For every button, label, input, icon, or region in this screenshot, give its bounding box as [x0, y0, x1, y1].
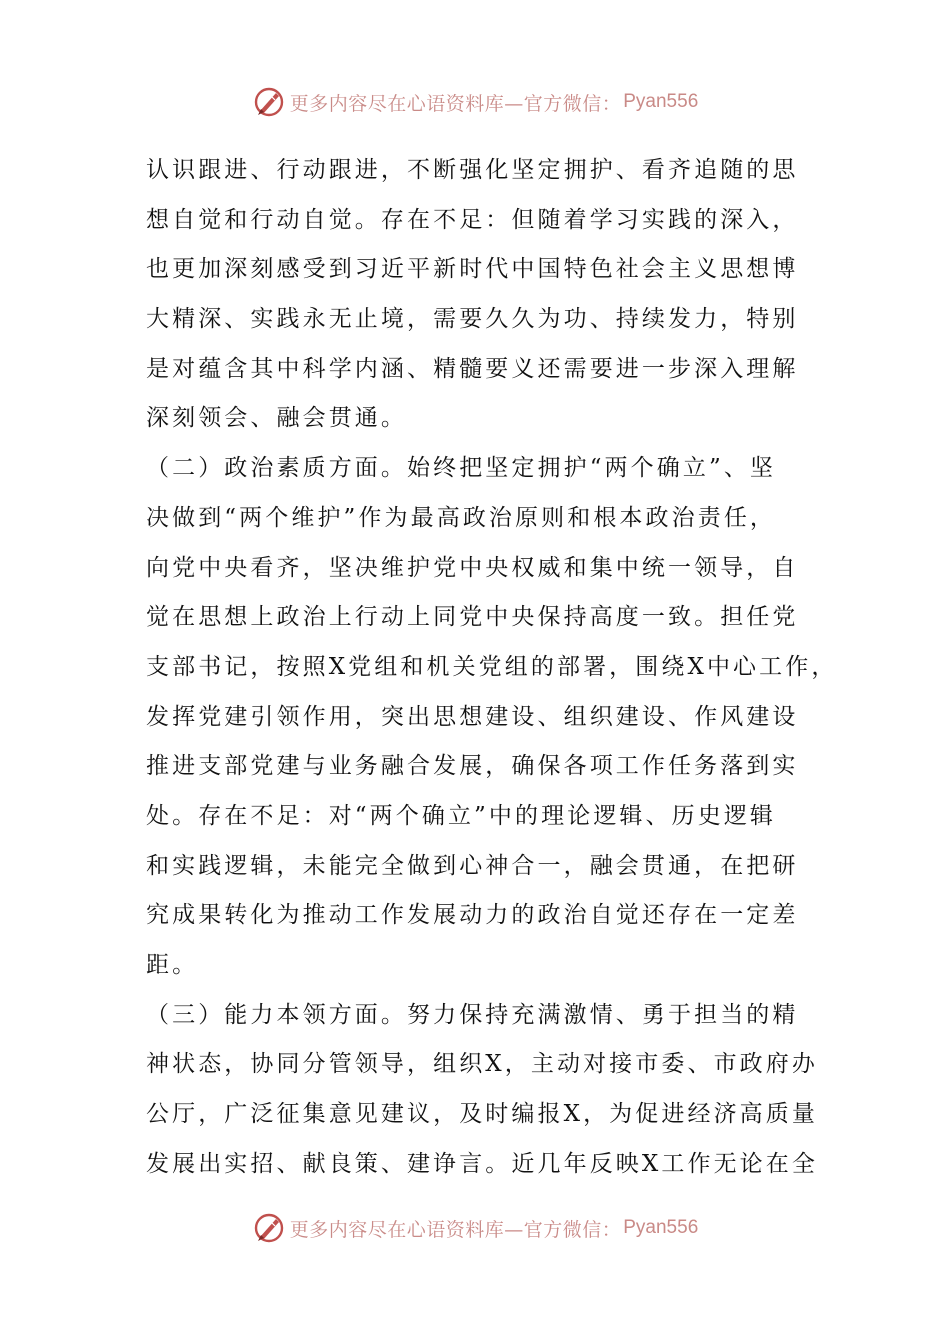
header-watermark-banner	[0, 82, 950, 122]
text-line: 想自觉和行动自觉。存在不足：但随着学习实践的深入，	[146, 206, 799, 233]
text-line: 向党中央看齐，坚决维护党中央权威和集中统一领导，自	[146, 554, 799, 581]
text-line: 公厅，广泛征集意见建议，及时编报X，为促进经济高质量	[146, 1101, 818, 1128]
watermark-text: 更多内容尽在心语资料库—官方微信：	[289, 1218, 622, 1241]
watermark-wechat-id: Pyan556	[623, 91, 699, 112]
footer-watermark-banner	[0, 1208, 950, 1248]
text-line: 发展出实招、献良策、建诤言。近几年反映X工作无论在全	[146, 1150, 818, 1177]
text-line: 决做到“两个维护”作为最高政治原则和根本政治责任，	[146, 504, 777, 531]
text-line: 也更加深刻感受到习近平新时代中国特色社会主义思想博	[146, 256, 799, 283]
watermark-wechat-id: Pyan556	[623, 1217, 699, 1238]
text-line: 大精深、实践永无止境，需要久久为功、持续发力，特别	[146, 306, 799, 333]
text-line: 支部书记，按照X党组和机关党组的部署，围绕X中心工作，	[146, 653, 838, 680]
text-line: （三）能力本领方面。努力保持充满激情、勇于担当的精	[146, 1001, 799, 1028]
text-line: 究成果转化为推动工作发展动力的政治自觉还存在一定差	[146, 902, 799, 929]
text-line: （二）政治素质方面。始终把坚定拥护“两个确立”、坚	[146, 455, 777, 482]
text-line: 和实践逻辑，未能完全做到心神合一，融会贯通，在把研	[146, 852, 799, 879]
text-line: 神状态，协同分管领导，组织X，主动对接市委、市政府办	[146, 1051, 818, 1078]
pen-logo-icon	[252, 1211, 286, 1245]
text-line: 发挥党建引领作用，突出思想建设、组织建设、作风建设	[146, 703, 799, 730]
text-line: 处。存在不足：对“两个确立”中的理论逻辑、历史逻辑	[146, 802, 777, 829]
pen-logo-icon	[252, 85, 286, 119]
document-body	[146, 146, 838, 1189]
text-line: 是对蕴含其中科学内涵、精髓要义还需要进一步深入理解	[146, 355, 799, 382]
text-line: 距。	[146, 952, 199, 978]
text-line: 觉在思想上政治上行动上同党中央保持高度一致。担任党	[146, 604, 799, 631]
text-line: 认识跟进、行动跟进，不断强化坚定拥护、看齐追随的思	[146, 157, 799, 183]
watermark-text: 更多内容尽在心语资料库—官方微信：	[289, 92, 622, 115]
text-line: 深刻领会、融会贯通。	[146, 405, 407, 432]
text-line: 推进支部党建与业务融合发展，确保各项工作任务落到实	[146, 753, 799, 780]
